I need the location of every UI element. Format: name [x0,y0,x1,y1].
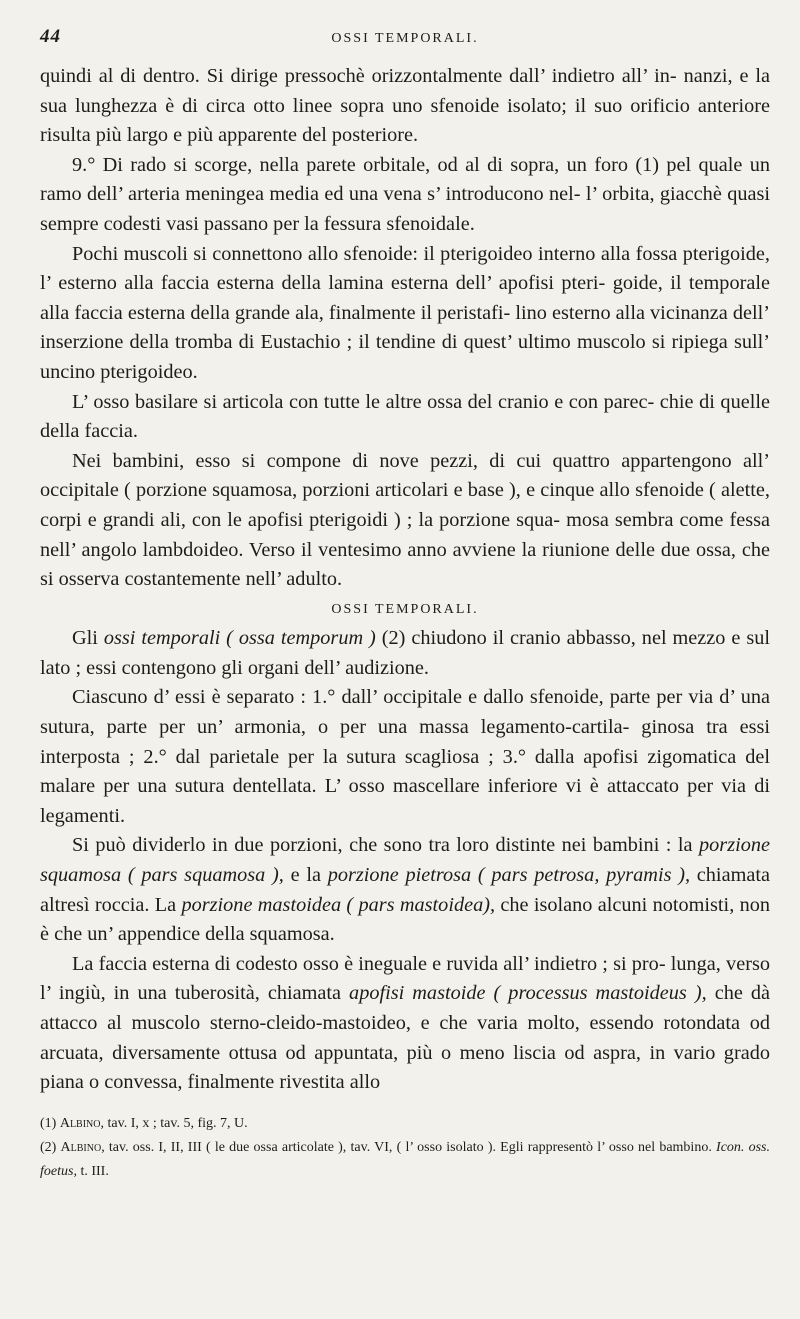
footnote-text: tav. I, x ; tav. 5, fig. 7, U. [104,1115,248,1131]
paragraph-basilar-bone: L’ osso basilare si articola con tutte le altre ossa del cranio e con parec- chie di quelle della faccia. [40,390,770,443]
paragraph-temporal-intro [40,624,770,683]
page-number: 44 [40,26,61,47]
running-head [40,26,770,56]
footnote-1 [40,1112,770,1136]
footnotes [40,1112,770,1184]
body-text [40,62,770,1098]
paragraph-children: Nei bambini, esso si compone di nove pezzi, di cui quattro appartengono all’ occipitale ( porzione squamosa, porzioni articolari e base ), e cinque allo sfenoide ( alette, corpi e grandi ali, con le apofisi pterigoidi ) ; la porzione squa- mosa sembra come fessa nell’ angolo lambdoideo. Verso il ventesimo anno avviene la riunione delle due ossa, che si osserva costantemente nell’ adulto. [40,449,770,591]
italic-term: apofisi mastoide ( processus mastoideus ), [349,982,707,1005]
footnote-2 [40,1136,770,1184]
text-run: chiamata altresì roccia. La [40,864,770,916]
paragraph-item-9: 9.° Di rado si scorge, nella parete orbitale, od al di sopra, un foro (1) pel quale un ramo dell’ arteria meningea media ed una vena s’ introducono nel- l’ orbita, giacchè quasi sempre codesti vasi passano per la fessura sfenoidale. [40,153,770,235]
running-title: OSSI TEMPORALI. [331,31,479,46]
italic-term: porzione pietrosa ( pars petrosa, pyramis ), [327,864,691,887]
footnote-mark: (1) [40,1115,57,1131]
footnote-author: Albino, [60,1139,105,1155]
book-page [40,26,770,1184]
footnote-text-end: t. III. [76,1163,109,1179]
paragraph-portions [40,831,770,949]
text-run: e la [283,864,328,887]
text-run: che dà attacco al muscolo sterno-cleido-mastoideo, e che varia molto, essendo rotondata od arcuata, diversamente ottusa od appuntata, più o meno liscia od aspra, in vario grado piana o convessa, finalmente rivestita allo [40,982,770,1094]
paragraph-muscles: Pochi muscoli si connettono allo sfenoide: il pterigoideo interno alla fossa pterigoide, l’ esterno alla faccia esterna della lamina esterna dell’ apofisi pteri- goide, il temporale alla faccia esterna della grande ala, finalmente il peristafi- lino esterno alla vicinanza dell’ inserzione della tromba di Eustachio ; il tendine di quest’ ultimo muscolo si ripiega sull’ uncino pterigoideo. [40,242,770,383]
text-run: (2) chiudono il cranio abbasso, nel mezzo e sul lato ; essi contengono gli organi dell’ audizione. [40,627,770,679]
footnote-mark: (2) [40,1139,57,1155]
paragraph-separation: Ciascuno d’ essi è separato : 1.° dall’ occipitale e dallo sfenoide, parte per via d’ una sutura, parte per un’ armonia, o per una massa legamento-cartila- ginosa tra essi interposta ; 2.° dal parietale per la sutura scagliosa ; 3.° dalla apofisi zigomatica del malare per una sutura dentellata. L’ osso mascellare inferiore vi è attaccato per via di legamenti. [40,686,770,827]
footnote-text: tav. oss. I, II, III ( le due ossa articolate ), tav. VI, ( l’ osso isolato ). Egli rappresentò l’ osso nel bambino. [104,1139,717,1155]
text-run: Si può dividerlo in due porzioni, che sono tra loro distinte nei bambini : la [72,834,700,857]
text-run: Gli [72,627,104,650]
paragraph-continuation: quindi al di dentro. Si dirige pressochè orizzontalmente dall’ indietro all’ in- nanzi, e la sua lunghezza è di circa otto linee sopra uno sfenoide isolato; il suo orificio anteriore risulta più largo e più apparente del posteriore. [40,65,770,147]
italic-term: porzione mastoidea ( pars mastoidea), [181,893,496,916]
paragraph-external-face [40,950,770,1098]
text-run: La faccia esterna di codesto osso è ineguale e ruvida all’ indietro ; si pro- lunga, verso l’ ingiù, in una tuberosità, chiamata [40,952,770,1005]
section-title: OSSI TEMPORALI. [331,601,479,617]
italic-term: porzione squamosa ( pars squamosa ), [40,834,770,887]
footnote-italic: Icon. oss. foetus, [40,1139,771,1179]
text-run: che isolano alcuni notomisti, non è che un’ appendice della squamosa. [40,893,770,946]
italic-term: ossi temporali ( ossa temporum ) [103,627,376,650]
footnote-author: Albino, [59,1115,104,1131]
